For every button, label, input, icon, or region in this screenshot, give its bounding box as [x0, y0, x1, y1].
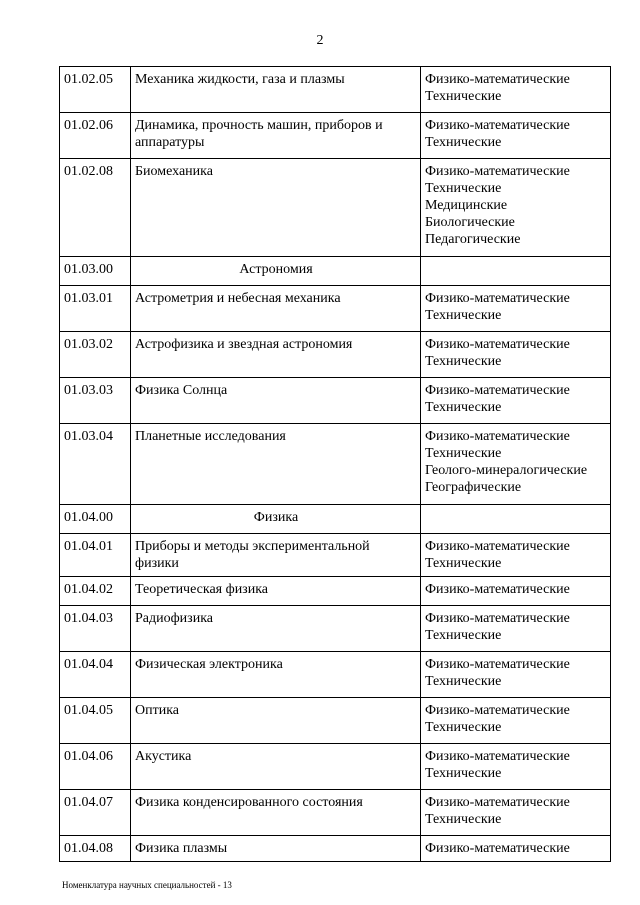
science-branches — [421, 424, 611, 505]
science-branches — [421, 790, 611, 836]
table-row — [60, 378, 611, 424]
specialty-name: Акустика — [131, 744, 421, 790]
specialty-code: 01.03.04 — [60, 424, 131, 505]
science-branches — [421, 606, 611, 652]
table-row — [60, 159, 611, 257]
science-branch: Технические — [425, 354, 502, 369]
section-name: Физика — [131, 505, 421, 534]
specialty-code: 01.04.01 — [60, 534, 131, 577]
specialty-code: 01.02.05 — [60, 67, 131, 113]
specialty-code: 01.02.06 — [60, 113, 131, 159]
science-branch: Технические — [425, 766, 502, 781]
specialty-name: Биомеханика — [131, 159, 421, 257]
science-branch: Физико-математические — [425, 582, 570, 597]
table-row — [60, 534, 611, 577]
section-row — [60, 257, 611, 286]
specialty-code: 01.04.02 — [60, 577, 131, 606]
specialty-code: 01.04.05 — [60, 698, 131, 744]
science-branch: Технические — [425, 720, 502, 735]
specialty-code: 01.03.01 — [60, 286, 131, 332]
science-branch: Физико-математические — [425, 841, 570, 856]
table-row — [60, 836, 611, 862]
specialty-name: Динамика, прочность машин, приборов и аппаратуры — [131, 113, 421, 159]
specialty-name: Физика Солнца — [131, 378, 421, 424]
table-row — [60, 652, 611, 698]
table-row — [60, 606, 611, 652]
specialty-name: Физика плазмы — [131, 836, 421, 862]
table-row — [60, 113, 611, 159]
specialty-code: 01.04.04 — [60, 652, 131, 698]
table-row — [60, 698, 611, 744]
science-branches — [421, 652, 611, 698]
specialty-code: 01.04.06 — [60, 744, 131, 790]
science-branch: Технические — [425, 400, 502, 415]
specialty-code: 01.04.00 — [60, 505, 131, 534]
section-row — [60, 505, 611, 534]
specialty-code: 01.04.08 — [60, 836, 131, 862]
specialty-name: Оптика — [131, 698, 421, 744]
specialty-code: 01.02.08 — [60, 159, 131, 257]
science-branch: Физико-математические — [425, 337, 570, 352]
specialty-name: Физическая электроника — [131, 652, 421, 698]
science-branches — [421, 836, 611, 862]
science-branch: Физико-математические — [425, 611, 570, 626]
science-branch: Технические — [425, 628, 502, 643]
science-branches — [421, 378, 611, 424]
science-branches — [421, 698, 611, 744]
science-branch: Биологические — [425, 215, 515, 230]
science-branch: Физико-математические — [425, 291, 570, 306]
science-branch: Физико-математические — [425, 795, 570, 810]
science-branch: Медицинские — [425, 198, 508, 213]
science-branches — [421, 67, 611, 113]
science-branch: Технические — [425, 135, 502, 150]
science-branch: Технические — [425, 556, 502, 571]
table-row — [60, 424, 611, 505]
science-branches — [421, 113, 611, 159]
page-number: 2 — [316, 33, 324, 48]
science-branch: Физико-математические — [425, 72, 570, 87]
specialty-name: Механика жидкости, газа и плазмы — [131, 67, 421, 113]
science-branch: Физико-математические — [425, 657, 570, 672]
specialty-code: 01.04.07 — [60, 790, 131, 836]
specialty-name: Теоретическая физика — [131, 577, 421, 606]
science-branch: Физико-математические — [425, 429, 570, 444]
table-row — [60, 67, 611, 113]
specialty-name: Астрометрия и небесная механика — [131, 286, 421, 332]
section-name: Астрономия — [131, 257, 421, 286]
science-branches — [421, 257, 611, 286]
science-branches — [421, 505, 611, 534]
page-footer: Номенклатура научных специальностей - 13 — [62, 880, 232, 890]
science-branches — [421, 534, 611, 577]
specialty-name: Радиофизика — [131, 606, 421, 652]
table-row — [60, 790, 611, 836]
science-branch: Физико-математические — [425, 703, 570, 718]
specialty-code: 01.03.03 — [60, 378, 131, 424]
science-branch: Физико-математические — [425, 118, 570, 133]
science-branches — [421, 332, 611, 378]
science-branch: Технические — [425, 308, 502, 323]
specialty-name: Астрофизика и звездная астрономия — [131, 332, 421, 378]
table-row — [60, 286, 611, 332]
science-branch: Технические — [425, 89, 502, 104]
specialties-table — [59, 66, 611, 862]
specialty-code: 01.04.03 — [60, 606, 131, 652]
specialty-name: Приборы и методы экспериментальной физики — [131, 534, 421, 577]
specialty-code: 01.03.02 — [60, 332, 131, 378]
science-branch: Технические — [425, 674, 502, 689]
specialties-table-body — [60, 67, 611, 862]
science-branches — [421, 744, 611, 790]
table-row — [60, 332, 611, 378]
science-branch: Физико-математические — [425, 383, 570, 398]
science-branch: Технические — [425, 181, 502, 196]
science-branches — [421, 159, 611, 257]
science-branch: Физико-математические — [425, 749, 570, 764]
science-branch: Педагогические — [425, 232, 521, 247]
table-row — [60, 744, 611, 790]
science-branch: Технические — [425, 446, 502, 461]
science-branches — [421, 286, 611, 332]
science-branch: Физико-математические — [425, 164, 570, 179]
science-branch: Геолого-минералогические — [425, 463, 588, 478]
specialty-name: Планетные исследования — [131, 424, 421, 505]
science-branch: Технические — [425, 812, 502, 827]
specialty-name: Физика конденсированного состояния — [131, 790, 421, 836]
specialty-code: 01.03.00 — [60, 257, 131, 286]
table-row — [60, 577, 611, 606]
science-branches — [421, 577, 611, 606]
science-branch: Физико-математические — [425, 539, 570, 554]
science-branch: Географические — [425, 480, 522, 495]
